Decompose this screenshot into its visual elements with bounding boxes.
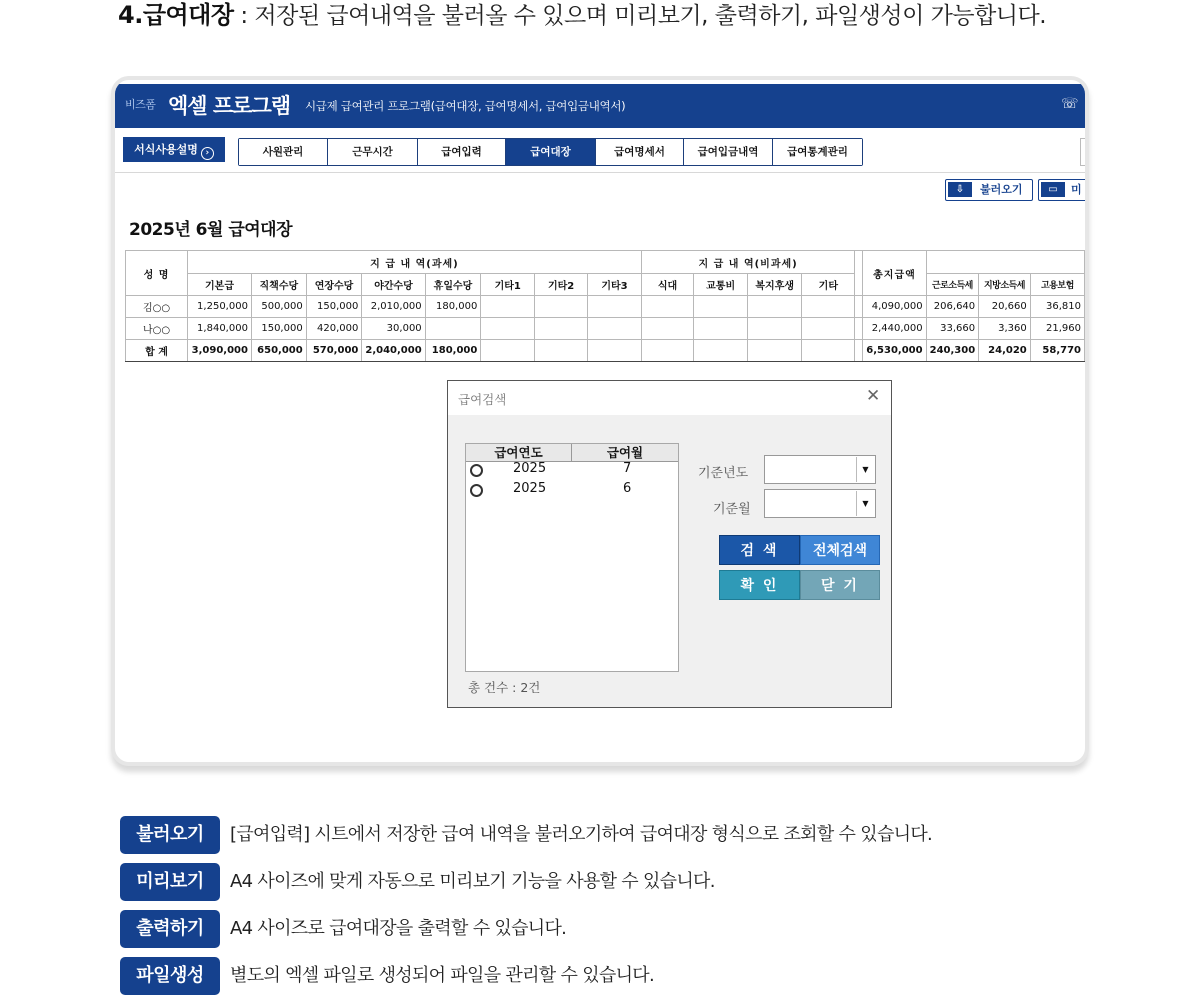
header-name: 성 명 xyxy=(126,251,188,296)
feature-badge: 미리보기 xyxy=(120,863,220,901)
download-monitor-icon: ⇩ xyxy=(948,182,972,197)
cell-total-etc3 xyxy=(588,340,642,362)
cell-position-allowance: 500,000 xyxy=(251,296,306,318)
cell-gap xyxy=(855,318,863,340)
header-meal: 식대 xyxy=(641,274,693,296)
cell-income-tax: 206,640 xyxy=(926,296,979,318)
cell-total-welfare xyxy=(748,340,802,362)
cell-nontax-etc xyxy=(802,318,855,340)
cell-gap xyxy=(855,340,863,362)
cell-position-allowance: 150,000 xyxy=(251,318,306,340)
feature-badge: 파일생성 xyxy=(120,957,220,995)
cell-local-tax: 3,360 xyxy=(979,318,1031,340)
header-deduction-group xyxy=(926,251,1084,274)
cell-holiday-allowance xyxy=(425,318,481,340)
cell-meal xyxy=(641,296,693,318)
tab-deposit-details[interactable]: 급여입금내역 xyxy=(684,139,773,165)
divider xyxy=(115,172,1085,173)
cell-total-base-pay: 3,090,000 xyxy=(188,340,252,362)
header-transport: 교통비 xyxy=(694,274,748,296)
search-button[interactable]: 검 색 xyxy=(719,535,800,565)
list-item[interactable] xyxy=(466,461,678,480)
header-position-allowance: 직책수당 xyxy=(251,274,306,296)
cell-etc2 xyxy=(535,296,588,318)
app-subtitle: 시급제 급여관리 프로그램(급여대장, 급여명세서, 급여입금내역서) xyxy=(305,99,626,113)
close-button[interactable]: 닫 기 xyxy=(800,570,880,600)
section-description: : 저장된 급여내역을 불러올 수 있으며 미리보기, 출력하기, 파일생성이 가능합니다. xyxy=(233,3,1047,29)
list-header-year: 급여연도 xyxy=(466,444,572,461)
header-total-pay: 총지급액 xyxy=(863,251,926,296)
result-count: 총 건수 : 2건 xyxy=(468,680,541,695)
pay-period-list[interactable] xyxy=(465,443,679,672)
total-row xyxy=(126,340,1085,362)
cell-employment-insurance: 21,960 xyxy=(1030,318,1084,340)
list-header-month: 급여월 xyxy=(606,445,644,460)
cell-gap xyxy=(855,296,863,318)
feature-badge: 출력하기 xyxy=(120,910,220,948)
list-item-year: 2025 xyxy=(513,481,547,496)
list-item-month: 7 xyxy=(623,461,632,476)
cell-etc1 xyxy=(481,296,535,318)
cell-total-nontax-etc xyxy=(802,340,855,362)
header-employment-insurance: 고용보험 xyxy=(1030,274,1084,296)
feature-text: 별도의 엑셀 파일로 생성되어 파일을 관리할 수 있습니다. xyxy=(230,965,654,986)
confirm-button[interactable]: 확 인 xyxy=(719,570,800,600)
list-header xyxy=(466,444,678,462)
header-local-tax: 지방소득세 xyxy=(979,274,1031,296)
cell-etc1 xyxy=(481,318,535,340)
preview-button[interactable] xyxy=(1038,179,1085,201)
cell-total-meal xyxy=(641,340,693,362)
header-base-pay: 기본급 xyxy=(188,274,252,296)
cell-etc2 xyxy=(535,318,588,340)
nav-tabs xyxy=(238,138,863,166)
cell-transport xyxy=(694,318,748,340)
cell-meal xyxy=(641,318,693,340)
tab-pay-ledger[interactable]: 급여대장 xyxy=(506,139,596,165)
feature-text: [급여입력] 시트에서 저장한 급여 내역을 불러오기하여 급여대장 형식으로 조회할 수 있습니다. xyxy=(230,824,933,845)
cell-nontax-etc xyxy=(802,296,855,318)
pay-ledger-table xyxy=(125,250,1085,362)
phone-icon[interactable]: ☏ xyxy=(1061,96,1079,112)
cell-total-employment-insurance: 58,770 xyxy=(1030,340,1084,362)
app-title: 엑셀 프로그램 xyxy=(168,94,291,118)
cell-total-night-allowance: 2,040,000 xyxy=(362,340,425,362)
tab-work-hours[interactable]: 근무시간 xyxy=(328,139,418,165)
cell-etc3 xyxy=(588,296,642,318)
cell-employment-insurance: 36,810 xyxy=(1030,296,1084,318)
chevron-down-icon[interactable]: ▼ xyxy=(856,491,874,516)
cell-total-transport xyxy=(694,340,748,362)
tab-employees[interactable]: 사원관리 xyxy=(239,139,328,165)
cell-transport xyxy=(694,296,748,318)
header-etc2: 기타2 xyxy=(535,274,588,296)
monitor-icon: ▭ xyxy=(1041,182,1065,197)
table-row xyxy=(126,318,1085,340)
tab-overflow-stub xyxy=(1080,138,1085,166)
load-button[interactable] xyxy=(945,179,1033,201)
radio-button[interactable] xyxy=(470,464,483,477)
list-item[interactable] xyxy=(466,481,678,500)
cell-name: 나○○ xyxy=(126,318,188,340)
cell-night-allowance: 2,010,000 xyxy=(362,296,425,318)
dialog-titlebar xyxy=(448,381,891,415)
load-button-label: 불러오기 xyxy=(980,183,1023,196)
cell-total-pay: 4,090,000 xyxy=(863,296,926,318)
cell-total-label: 합 계 xyxy=(126,340,188,362)
header-night-allowance: 야간수당 xyxy=(362,274,425,296)
cell-holiday-allowance: 180,000 xyxy=(425,296,481,318)
chevron-down-icon[interactable]: ▼ xyxy=(856,457,874,482)
cell-name: 김○○ xyxy=(126,296,188,318)
base-year-label: 기준년도 xyxy=(698,466,749,481)
feature-text: A4 사이즈로 급여대장을 출력할 수 있습니다. xyxy=(230,918,567,939)
cell-total-income-tax: 240,300 xyxy=(926,340,979,362)
section-heading xyxy=(118,0,1046,32)
cell-welfare xyxy=(748,296,802,318)
base-year-select[interactable] xyxy=(764,455,876,484)
header-holiday-allowance: 휴일수당 xyxy=(425,274,481,296)
close-icon[interactable]: ✕ xyxy=(866,386,881,406)
cell-total-local-tax: 24,020 xyxy=(979,340,1031,362)
cell-welfare xyxy=(748,318,802,340)
cell-grand-total-pay: 6,530,000 xyxy=(863,340,926,362)
header-overtime-allowance: 연장수당 xyxy=(306,274,362,296)
tab-pay-input[interactable]: 급여입력 xyxy=(418,139,506,165)
app-titlebar xyxy=(115,84,1085,128)
base-month-select[interactable] xyxy=(764,489,876,518)
pay-search-dialog xyxy=(447,380,892,708)
cell-night-allowance: 30,000 xyxy=(362,318,425,340)
dialog-title: 급여검색 xyxy=(458,392,507,407)
usage-guide-label: 서식사용설명 xyxy=(134,143,198,156)
cell-total-holiday-allowance: 180,000 xyxy=(425,340,481,362)
radio-button[interactable] xyxy=(470,484,483,497)
section-number-title: 4.급여대장 xyxy=(118,1,234,29)
header-nontaxable-group: 지 급 내 역(비과세) xyxy=(641,251,855,274)
cell-local-tax: 20,660 xyxy=(979,296,1031,318)
cell-etc3 xyxy=(588,318,642,340)
cell-base-pay: 1,840,000 xyxy=(188,318,252,340)
base-month-label: 기준월 xyxy=(713,502,751,517)
tab-pay-slip[interactable]: 급여명세서 xyxy=(596,139,684,165)
header-welfare: 복지후생 xyxy=(748,274,802,296)
header-gap xyxy=(855,251,863,296)
ledger-title: 2025년 6월 급여대장 xyxy=(129,220,293,240)
header-etc1: 기타1 xyxy=(481,274,535,296)
cell-total-pay: 2,440,000 xyxy=(863,318,926,340)
table-row xyxy=(126,296,1085,318)
header-etc3: 기타3 xyxy=(588,274,642,296)
list-item-year: 2025 xyxy=(513,461,547,476)
tab-pay-statistics[interactable]: 급여통계관리 xyxy=(773,139,862,165)
cell-total-position-allowance: 650,000 xyxy=(251,340,306,362)
preview-button-label: 미 xyxy=(1071,183,1082,196)
feature-badge: 불러오기 xyxy=(120,816,220,854)
cell-overtime-allowance: 420,000 xyxy=(306,318,362,340)
cell-total-overtime-allowance: 570,000 xyxy=(306,340,362,362)
list-item-month: 6 xyxy=(623,481,632,496)
cell-total-etc2 xyxy=(535,340,588,362)
cell-overtime-allowance: 150,000 xyxy=(306,296,362,318)
cell-total-etc1 xyxy=(481,340,535,362)
usage-guide-button[interactable] xyxy=(123,137,225,162)
header-taxable-group: 지 급 내 역(과세) xyxy=(188,251,642,274)
header-income-tax: 근로소득세 xyxy=(926,274,979,296)
cell-income-tax: 33,660 xyxy=(926,318,979,340)
cell-base-pay: 1,250,000 xyxy=(188,296,252,318)
header-nontax-etc: 기타 xyxy=(802,274,855,296)
app-logo: 비즈폼 xyxy=(125,98,156,111)
search-all-button[interactable]: 전체검색 xyxy=(800,535,880,565)
feature-text: A4 사이즈에 맞게 자동으로 미리보기 기능을 사용할 수 있습니다. xyxy=(230,871,715,892)
chevron-right-icon: › xyxy=(201,147,214,160)
